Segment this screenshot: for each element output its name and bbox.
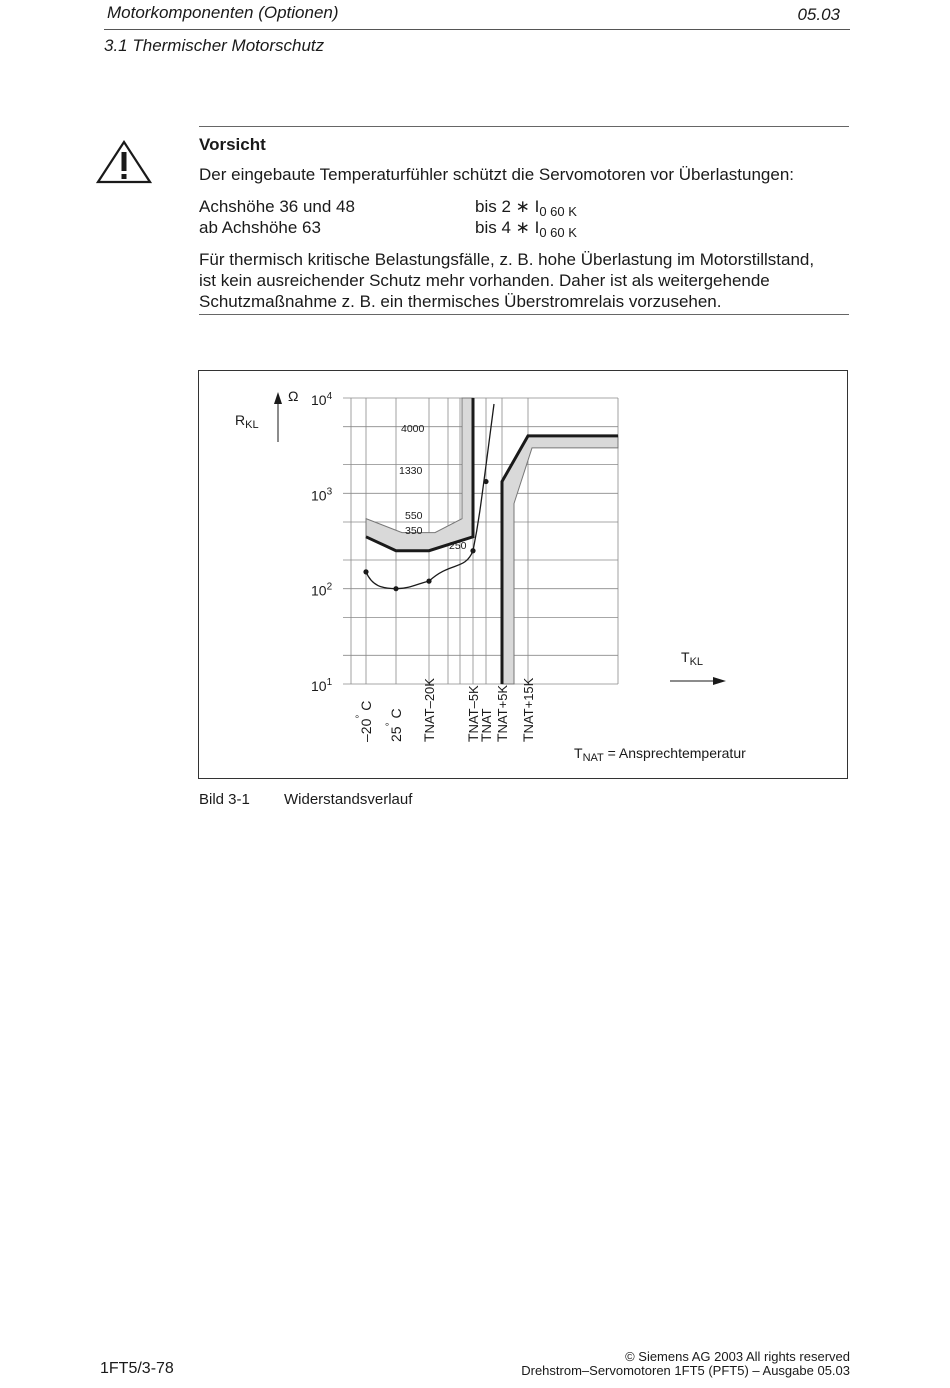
header-divider	[104, 29, 850, 30]
warning-triangle-icon	[96, 140, 152, 184]
shaft-height-label-2: ab Achshöhe 63	[199, 218, 321, 237]
x-tick-label: TNAT–20K	[421, 678, 437, 742]
curve-data-point	[483, 479, 488, 484]
x-tick-label: –20° C	[355, 700, 374, 742]
y-axis-unit: Ω	[288, 388, 299, 404]
y-axis-label: $R_{KL}$	[235, 412, 259, 431]
resistance-value-label: 4000	[401, 423, 425, 435]
resistance-value-label: 550	[405, 510, 423, 522]
y-tick-label: $10^2$	[311, 581, 333, 599]
curve-data-point	[470, 548, 475, 553]
figure-number: Bild 3-1	[199, 791, 250, 808]
resistance-value-label: 1330	[399, 465, 423, 477]
resistance-chart	[198, 370, 848, 779]
curve-data-point	[393, 586, 398, 591]
caution-paragraph-line-2: ist kein ausreichender Schutz mehr vorhanden. Daher ist als weitergehende	[199, 271, 770, 290]
x-tick-label: TNAT	[478, 708, 494, 742]
caution-paragraph-line-3: Schutzmaßnahme z. B. ein thermisches Überstromrelais vorzusehen.	[199, 292, 722, 311]
curve-data-point	[363, 569, 368, 574]
y-tick-label: $10^3$	[311, 486, 333, 504]
caution-top-divider	[199, 126, 849, 127]
current-limit-2: bis 4 ∗ $I_{0 60 K}$	[475, 218, 577, 240]
x-tick-label: 25° C	[385, 708, 404, 742]
figure-caption: Widerstandsverlauf	[284, 791, 413, 808]
edition-date: 05.03	[797, 5, 840, 24]
y-tick-label: $10^4$	[311, 391, 333, 408]
resistance-value-label: 250	[449, 540, 467, 552]
subsection-title: 3.1 Thermischer Motorschutz	[104, 36, 325, 55]
x-tick-label: TNAT+5K	[494, 684, 510, 742]
section-title: Motorkomponenten (Optionen)	[107, 3, 339, 22]
y-axis-arrowhead	[274, 392, 282, 404]
x-axis-arrowhead	[713, 677, 726, 685]
curve-data-point	[426, 579, 431, 584]
resistance-value-label: 350	[405, 525, 423, 537]
page-number: 1FT5/3-78	[100, 1360, 174, 1377]
current-limit-1: bis 2 ∗ $I_{0 60 K}$	[475, 197, 577, 219]
caution-title: Vorsicht	[199, 135, 266, 154]
x-tick-label: TNAT–5K	[465, 685, 481, 742]
resistance-curve	[366, 404, 494, 589]
legend-note: $T_{NAT}$ = Ansprechtemperatur	[574, 745, 746, 764]
caution-intro: Der eingebaute Temperaturfühler schützt die Servomotoren vor Überlastungen:	[199, 165, 795, 184]
shaft-height-label-1: Achshöhe 36 und 48	[199, 197, 355, 216]
x-tick-label: TNAT+15K	[520, 677, 536, 742]
y-tick-label: $10^1$	[311, 677, 333, 694]
copyright: © Siemens AG 2003 All rights reserved	[625, 1349, 850, 1364]
x-axis-label: $T_{KL}$	[681, 649, 704, 668]
caution-bottom-divider	[199, 314, 849, 315]
edition-line: Drehstrom–Servomotoren 1FT5 (PFT5) – Ausgabe 05.03	[521, 1363, 850, 1378]
caution-paragraph-line-1: Für thermisch kritische Belastungsfälle, z. B. hohe Überlastung im Motorstillstand,	[199, 250, 815, 269]
